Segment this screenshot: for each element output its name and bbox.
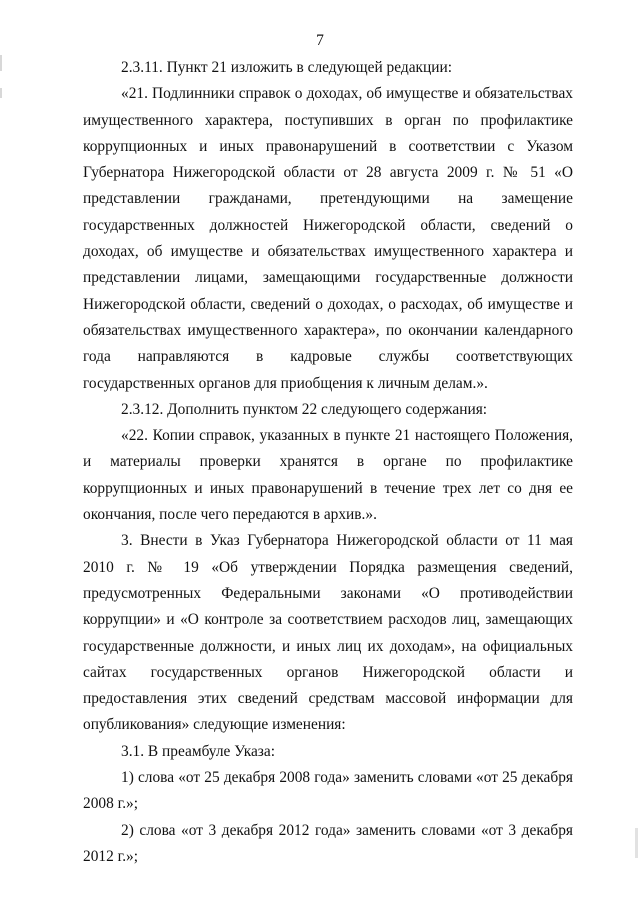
scan-edge-mark — [635, 828, 638, 858]
paragraph-point-21-text: «21. Подлинники справок о доходах, об имуществе и обязательствах имущественного характера, поступивших в орган по профилактике коррупционных и иных правонарушений в соответствии с Указом Губернатора Нижегородской области от 28 августа 2009 г. № 51 «О представлении гражданами, претендующими на замещение государственных должностей Нижегородской области, сведений о доходах, об имуществе и обязательствах имущественного характера и представлении лицами, замещающими государственные должности Нижегородской области, сведений о доходах, о расходах, об имуществе и обязательствах имущественного характера», по окончании календарного года направляются в кадровые службы соответствующих государственных органов для приобщения к личным делам.». — [83, 85, 573, 392]
paragraph-2-3-11: 2.3.11. Пункт 21 изложить в следующей редакции: — [121, 59, 452, 76]
page-number: 7 — [316, 32, 324, 49]
paragraph-3-1-item-2: 2) слова «от 3 декабря 2012 года» заменить словами «от 3 декабря 2012 г.»; — [83, 821, 573, 865]
paragraph-point-22-text: «22. Копии справок, указанных в пункте 21 настоящего Положения, и материалы проверки хранятся в органе по профилактике коррупционных и иных правонарушений в течение трех лет со дня ее окончания, после чего передаются в архив.». — [83, 427, 573, 524]
paragraph-2-3-12: 2.3.12. Дополнить пунктом 22 следующего содержания: — [121, 400, 488, 418]
scan-edge-mark — [0, 88, 2, 98]
paragraph-3-1: 3.1. В преамбуле Указа: — [121, 742, 275, 760]
paragraph-3-1-item-1: 1) слова «от 25 декабря 2008 года» заменить словами «от 25 декабря 2008 г.»; — [83, 769, 573, 813]
paragraph-3: 3. Внести в Указ Губернатора Нижегородской области от 11 мая 2010 г. № 19 «Об утверждении Порядка размещения сведений, предусмотренных Федеральными законами «О противодействии коррупции» и «О контроле за соответствием расходов лиц, замещающих государственные должности, и иных лиц их доходам», на официальных сайтах государственных органов Нижегородской области и предоставления этих сведений средствам массовой информации для опубликования» следующие изменения: — [83, 532, 573, 734]
scan-edge-mark — [0, 55, 2, 71]
document-body — [83, 55, 573, 870]
